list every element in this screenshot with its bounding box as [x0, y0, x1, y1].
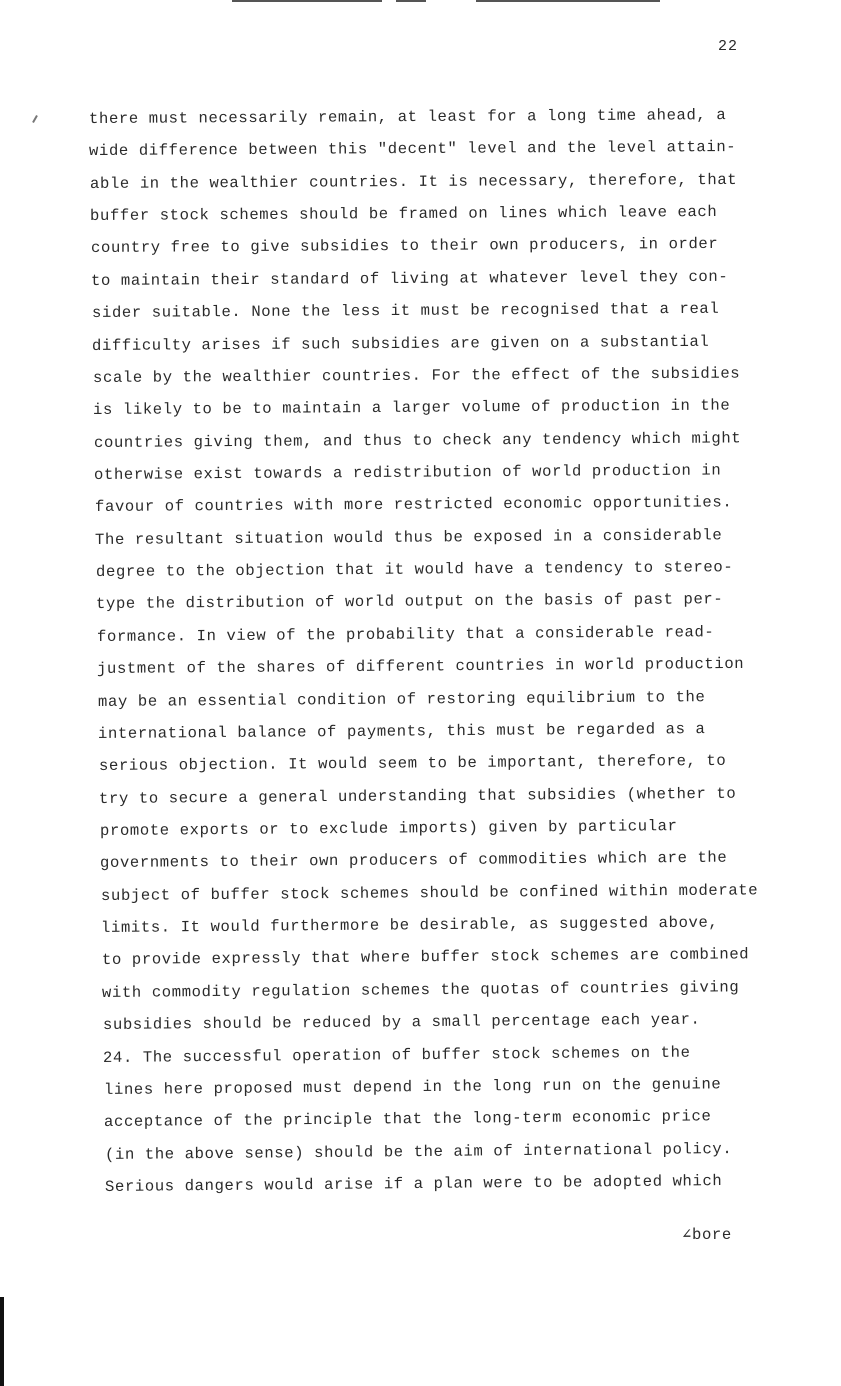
- text-line: governments to their own producers of commodities which are the: [100, 849, 728, 873]
- text-line: favour of countries with more restricted economic opportunities.: [94, 493, 733, 517]
- text-line: limits. It would furthermore be desirable, as suggested above,: [101, 913, 719, 938]
- text-line: acceptance of the principle that the long-term economic price: [103, 1107, 712, 1132]
- text-line: degree to the objection that it would have a tendency to stereo-: [95, 558, 734, 582]
- text-line: try to secure a general understanding that subsidies (whether to: [99, 784, 737, 808]
- text-line: is likely to be to maintain a larger volume of production in the: [93, 396, 731, 420]
- text-line: to maintain their standard of living at whatever level they con-: [91, 267, 729, 290]
- text-line: buffer stock schemes should be framed on lines which leave each: [90, 203, 718, 226]
- text-line: there must necessarily remain, at least for a long time ahead, a: [88, 106, 727, 128]
- text-line: promote exports or to exclude imports) given by particular: [99, 817, 678, 840]
- text-line: sider suitable. None the less it must be recognised that a real: [91, 299, 720, 323]
- text-line: difficulty arises if such subsidies are given on a substantial: [92, 332, 710, 355]
- text-line: scale by the wealthier countries. For the effect of the subsidies: [92, 364, 741, 387]
- text-line: may be an essential condition of restoring equilibrium to the: [97, 687, 706, 711]
- text-line: countries giving them, and thus to check any tendency which might: [93, 428, 742, 452]
- text-line: formance. In view of the probability that a considerable read-: [96, 622, 715, 646]
- text-line: Serious dangers would arise if a plan were to be adopted which: [104, 1172, 723, 1196]
- text-line: with commodity regulation schemes the quotas of countries giving: [101, 978, 740, 1002]
- text-line: 24. The successful operation of buffer stock schemes on the: [102, 1043, 691, 1067]
- catchword: ∠bore: [682, 1226, 732, 1244]
- text-line: to provide expressly that where buffer stock schemes are combined: [101, 945, 749, 970]
- text-line: subsidies should be reduced by a small percentage each year.: [102, 1010, 701, 1035]
- text-line: able in the wealthier countries. It is necessary, therefore, that: [89, 170, 738, 193]
- text-line: international balance of payments, this must be regarded as a: [98, 719, 706, 743]
- text-line: lines here proposed must depend in the long run on the genuine: [103, 1075, 721, 1099]
- page-number: 22: [718, 38, 739, 55]
- text-line: wide difference between this "decent" level and the level attain-: [89, 138, 737, 161]
- text-line: otherwise exist towards a redistribution of world production in: [94, 461, 722, 484]
- text-line: (in the above sense) should be the aim of international policy.: [104, 1139, 732, 1164]
- text-line: type the distribution of world output on the basis of past per-: [96, 590, 724, 614]
- text-line: country free to give subsidies to their own producers, in order: [90, 235, 719, 258]
- text-line: justment of the shares of different countries in world production: [97, 655, 745, 679]
- text-line: The resultant situation would thus be exposed in a considerable: [95, 526, 723, 549]
- text-line: subject of buffer stock schemes should be confined within moderate: [100, 881, 758, 905]
- text-line: serious objection. It would seem to be important, therefore, to: [98, 752, 727, 776]
